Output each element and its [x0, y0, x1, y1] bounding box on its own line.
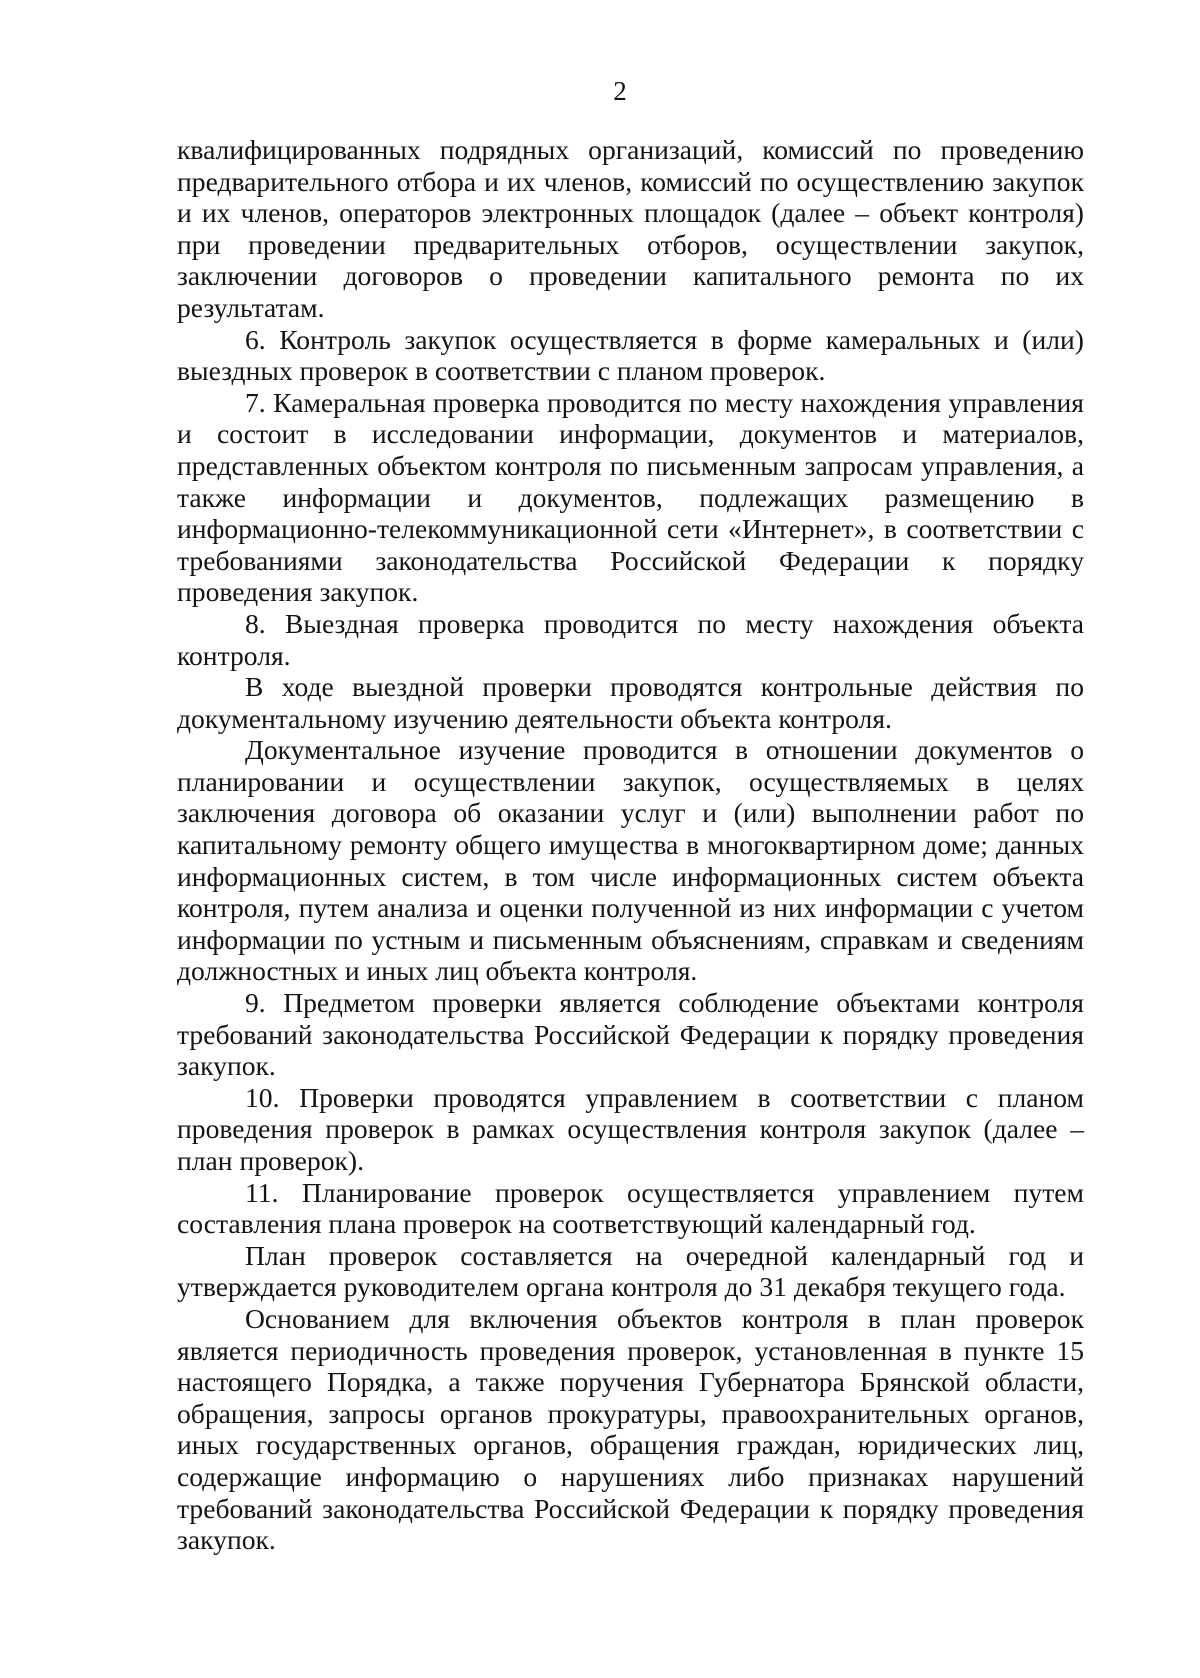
paragraph-10: 10. Проверки проводятся управлением в соответствии с планом проведения проверок в рамках осуществления контроля закупок (далее – план проверок). [177, 1081, 1084, 1176]
paragraph-8-documentary-study: Документальное изучение проводится в отношении документов о планировании и осуществлении закупок, осуществляемых в целях заключения договора об оказании услуг и (или) выполнении работ по капитальному ремонту общего имущества в многоквартирном доме; данных информационных систем, в том числе информационных систем объекта контроля, путем анализа и оценки полученной из них информации с учетом информации по устным и письменным объяснениям, справкам и сведениям должностных и иных лиц объекта контроля. [177, 734, 1084, 987]
paragraph-6: 6. Контроль закупок осуществляется в форме камеральных и (или) выездных проверок в соответствии с планом проверок. [177, 323, 1084, 387]
paragraph-9: 9. Предметом проверки является соблюдение объектами контроля требований законодательства Российской Федерации к порядку проведения закупок. [177, 987, 1084, 1082]
page-number: 2 [613, 76, 627, 106]
paragraph-11-plan-approval: План проверок составляется на очередной календарный год и утверждается руководителем органа контроля до 31 декабря текущего года. [177, 1239, 1084, 1303]
paragraph-continuation: квалифицированных подрядных организаций, комиссий по проведению предварительного отбора и их членов, комиссий по осуществлению закупок и их членов, операторов электронных площадок (далее – объект контроля) при проведении предварительных отборов, осуществлении закупок, заключении договоров о проведении капитального ремонта по их результатам. [177, 134, 1084, 323]
paragraph-11-grounds: Основанием для включения объектов контроля в план проверок является периодичность проведения проверок, установленная в пункте 15 настоящего Порядка, а также поручения Губернатора Брянской области, обращения, запросы органов прокуратуры, правоохранительных органов, иных государственных органов, обращения граждан, юридических лиц, содержащие информацию о нарушениях либо признаках нарушений требований законодательства Российской Федерации к порядку проведения закупок. [177, 1302, 1084, 1556]
paragraph-8-onsite-actions: В ходе выездной проверки проводятся контрольные действия по документальному изучению деятельности объекта контроля. [177, 671, 1084, 734]
paragraph-8: 8. Выездная проверка проводится по месту нахождения объекта контроля. [177, 607, 1084, 671]
paragraph-7: 7. Камеральная проверка проводится по месту нахождения управления и состоит в исследовании информации, документов и материалов, представленных объектом контроля по письменным запросам управления, а также информации и документов, подлежащих размещению в информационно-телекоммуникационной сети «Интернет», в соответствии с требованиями законодательства Российской Федерации к порядку проведения закупок. [177, 386, 1084, 608]
paragraph-11: 11. Планирование проверок осуществляется управлением путем составления плана проверок на соответствующий календарный год. [177, 1176, 1084, 1240]
document-body [177, 134, 1084, 1556]
